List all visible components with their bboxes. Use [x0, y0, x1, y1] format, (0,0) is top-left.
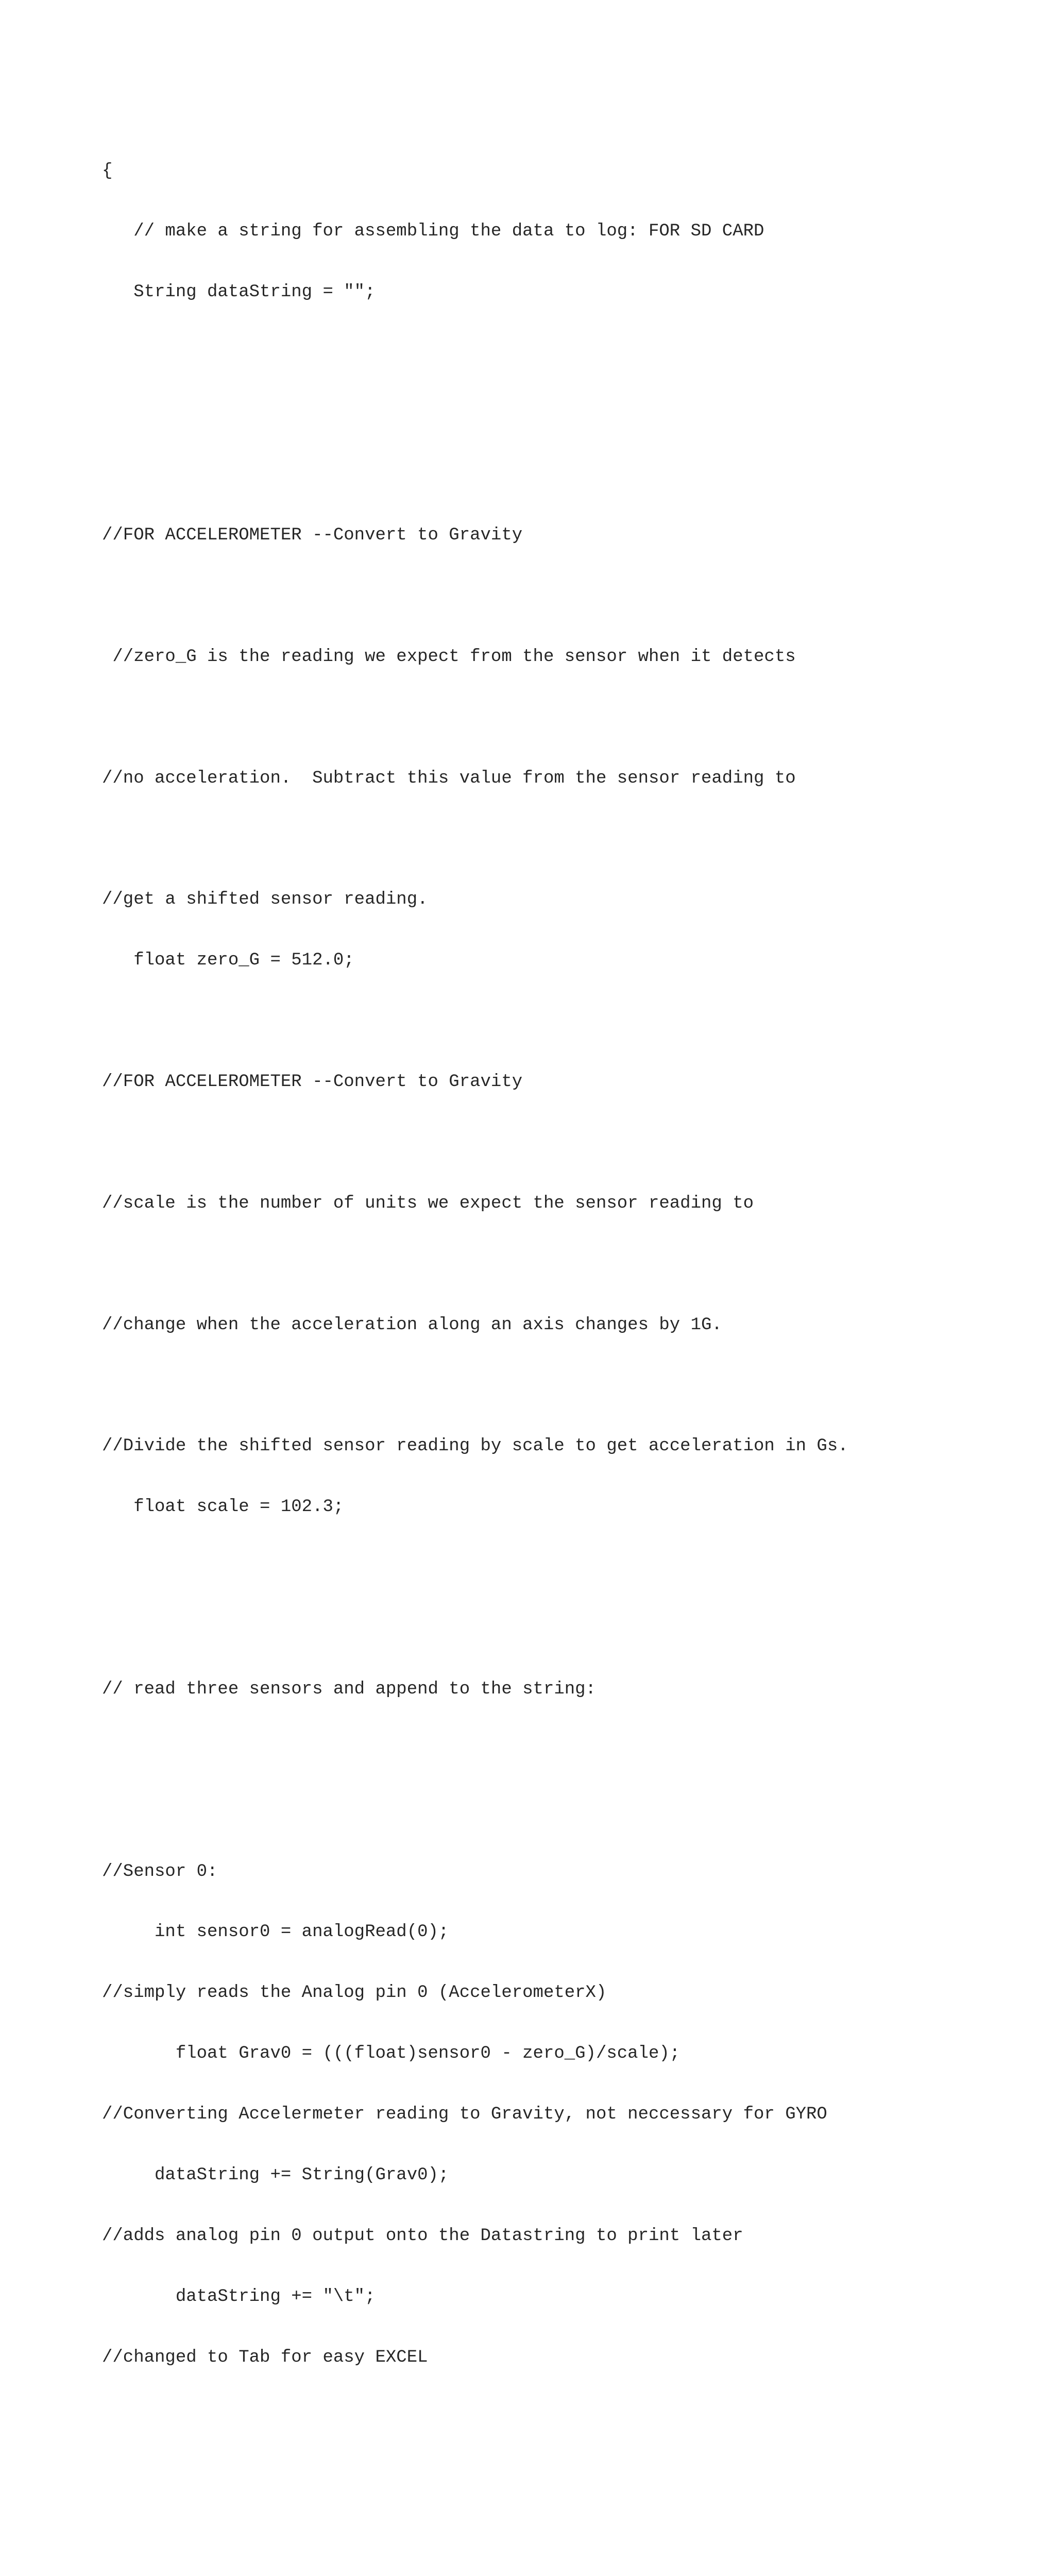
- code-line: {: [102, 161, 113, 181]
- code-line: //get a shifted sensor reading.: [102, 890, 428, 910]
- code-line: [102, 343, 848, 363]
- code-line: int sensor0 = analogRead(0);: [102, 1922, 449, 1942]
- code-line: [102, 1133, 848, 1153]
- code-line: // make a string for assembling the data to log: FOR SD CARD: [102, 222, 764, 242]
- code-line: //FOR ACCELEROMETER --Convert to Gravity: [102, 1072, 523, 1092]
- code-line: //simply reads the Analog pin 0 (AccelerometerX): [102, 1983, 607, 2003]
- code-line: [102, 465, 848, 485]
- code-line: float scale = 102.3;: [102, 1497, 344, 1517]
- code-line: dataString += "\t";: [102, 2286, 376, 2307]
- code-line: //Sensor 0:: [102, 1861, 218, 1882]
- code-line: [102, 2469, 848, 2489]
- code-line: //zero_G is the reading we expect from the sensor when it detects: [102, 647, 796, 667]
- code-line: [102, 404, 848, 424]
- code-line: [102, 2409, 848, 2429]
- code-line: [102, 1376, 848, 1396]
- code-line: //Converting Accelermeter reading to Gravity, not neccessary for GYRO: [102, 2105, 827, 2125]
- code-line: float Grav0 = (((float)sensor0 - zero_G)/scale);: [102, 2044, 680, 2064]
- code-line: //adds analog pin 0 output onto the Datastring to print later: [102, 2226, 743, 2246]
- code-line: //scale is the number of units we expect the sensor reading to: [102, 1193, 754, 1213]
- code-line: [102, 1255, 848, 1275]
- code-line: [102, 586, 848, 606]
- code-line: // read three sensors and append to the string:: [102, 1679, 596, 1699]
- code-line: String dataString = "";: [102, 282, 376, 302]
- code-line: [102, 1619, 848, 1639]
- code-listing: [102, 121, 848, 2576]
- code-line: [102, 1558, 848, 1578]
- code-line: //FOR ACCELEROMETER --Convert to Gravity: [102, 525, 523, 545]
- code-line: dataString += String(Grav0);: [102, 2165, 449, 2185]
- code-line: float zero_G = 512.0;: [102, 951, 354, 971]
- code-line: [102, 1740, 848, 1760]
- code-line: [102, 708, 848, 728]
- code-line: [102, 1801, 848, 1821]
- code-line: [102, 829, 848, 849]
- code-line: //Divide the shifted sensor reading by scale to get acceleration in Gs.: [102, 1436, 848, 1456]
- code-line: //changed to Tab for easy EXCEL: [102, 2347, 428, 2367]
- code-line: //no acceleration. Subtract this value from the sensor reading to: [102, 768, 796, 788]
- code-line: [102, 2530, 848, 2550]
- code-line: //change when the acceleration along an axis changes by 1G.: [102, 1315, 722, 1335]
- code-line: [102, 1011, 848, 1031]
